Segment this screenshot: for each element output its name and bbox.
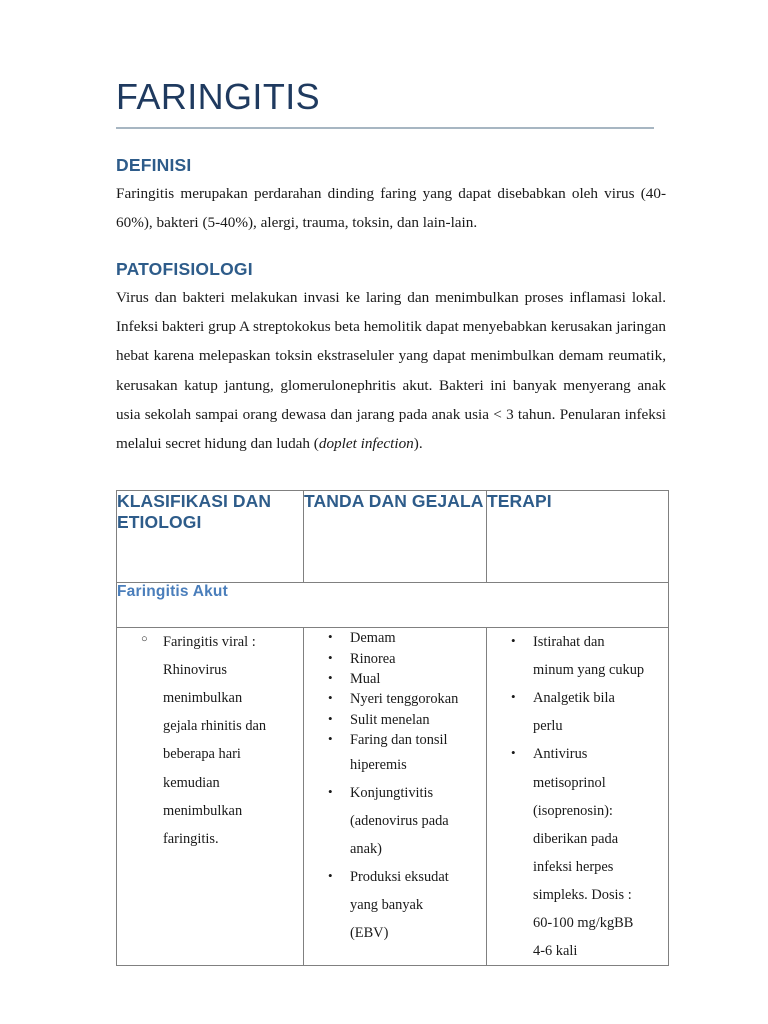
list-item-line: Mual xyxy=(350,671,381,688)
bullet-list-terapi xyxy=(487,628,668,965)
list-item-line: Sulit menelan xyxy=(350,711,430,728)
disc-bullet-icon: • xyxy=(511,745,516,761)
list-item-line: faringitis. xyxy=(163,830,219,847)
paragraph-patofisiologi xyxy=(116,283,666,458)
disc-bullet-icon: • xyxy=(328,629,333,645)
section-definisi xyxy=(116,155,666,237)
list-item-line: Antivirus xyxy=(533,746,588,763)
clinical-table-wrapper xyxy=(116,490,668,966)
table-header-label-klasifikasi: KLASIFIKASI DAN ETIOLOGI xyxy=(117,491,272,533)
list-item-line: kemudian xyxy=(163,774,220,791)
paragraph-definisi: Faringitis merupakan perdarahan dinding faring yang dapat disebabkan oleh virus (40-60%), bakteri (5-40%), alergi, trauma, toksin, dan lain-lain. xyxy=(116,184,666,231)
list-item xyxy=(487,628,668,684)
disc-bullet-icon: • xyxy=(328,710,333,726)
list-item-line: simpleks. Dosis : xyxy=(533,886,632,903)
table-header-cell-klasifikasi xyxy=(117,491,304,583)
list-item xyxy=(304,751,486,779)
list-item xyxy=(304,710,486,730)
table-subheading-row xyxy=(117,583,669,628)
list-item xyxy=(304,689,486,709)
table-cell-klasifikasi xyxy=(117,628,304,966)
disc-bullet-icon: • xyxy=(511,633,516,649)
paragraph-patofisiologi-main: Virus dan bakteri melakukan invasi ke laring dan menimbulkan proses inflamasi lokal. Infeksi bakteri grup A streptokokus beta hemolitik dapat menyebabkan kerusakan jaringan hebat karena melepaskan toksin ekstraseluler yang dapat menimbulkan demam reumatik, kerusakan katup jantung, glomerulonephritis akut. Bakteri ini banyak menyerang anak usia sekolah sampai orang dewasa dan jarang pada anak usia < 3 tahun. Penularan infeksi melalui secret hidung dan ludah ( xyxy=(116,289,666,452)
list-item xyxy=(304,779,486,863)
document-content xyxy=(116,78,666,966)
table-body-row xyxy=(117,628,669,966)
list-item-line: diberikan pada xyxy=(533,830,619,847)
list-item xyxy=(487,740,668,965)
list-item-line: Konjungtivitis xyxy=(350,784,434,801)
list-item-line: (EBV) xyxy=(350,925,389,942)
list-item-line: Analgetik bila xyxy=(533,690,615,707)
bullet-list-tanda-gejala-loose xyxy=(304,751,486,948)
list-item-line: perlu xyxy=(533,718,563,735)
title-divider xyxy=(116,127,654,129)
list-item-line: menimbulkan xyxy=(163,802,243,819)
list-item-line: yang banyak xyxy=(350,897,424,914)
list-item xyxy=(304,863,486,947)
list-item-line: gejala rhinitis dan xyxy=(163,718,267,735)
disc-bullet-icon: • xyxy=(328,690,333,706)
list-item-line: (isoprenosin): xyxy=(533,802,613,819)
table-header-row xyxy=(117,491,669,583)
section-heading-definisi: DEFINISI xyxy=(116,154,192,175)
list-item-line: Demam xyxy=(350,630,396,647)
section-heading-patofisiologi: PATOFISIOLOGI xyxy=(116,259,253,280)
table-header-cell-terapi xyxy=(487,491,669,583)
bullet-list-klasifikasi xyxy=(117,628,303,853)
list-item-line: minum yang cukup xyxy=(533,662,645,679)
list-item-line: Faringitis viral : xyxy=(163,634,256,651)
list-item-line: metisoprinol xyxy=(533,774,606,791)
paragraph-patofisiologi-tail: ). xyxy=(413,434,423,452)
list-item xyxy=(487,684,668,740)
list-item-line: hiperemis xyxy=(350,756,407,773)
list-item-line: Nyeri tenggorokan xyxy=(350,691,459,708)
list-item-line: Rinorea xyxy=(350,650,396,667)
list-item-line: 4-6 kali xyxy=(533,942,578,959)
list-item xyxy=(304,649,486,669)
disc-bullet-icon: • xyxy=(328,868,333,884)
hollow-bullet-icon: ○ xyxy=(141,633,148,646)
list-item-line: Faring dan tonsil xyxy=(350,732,448,749)
list-item-line: menimbulkan xyxy=(163,690,243,707)
clinical-table xyxy=(116,490,669,966)
table-header-cell-tanda-gejala xyxy=(304,491,487,583)
table-header-label-tanda-gejala: TANDA DAN GEJALA xyxy=(304,491,484,512)
table-header-label-terapi: TERAPI xyxy=(487,491,552,512)
list-item-line: Istirahat dan xyxy=(533,634,605,651)
list-item xyxy=(117,628,303,853)
list-item-line: Produksi eksudat xyxy=(350,869,449,886)
disc-bullet-icon: • xyxy=(328,783,333,799)
disc-bullet-icon: • xyxy=(328,731,333,747)
table-subheading-label: Faringitis Akut xyxy=(117,583,228,601)
section-patofisiologi xyxy=(116,259,666,458)
list-item xyxy=(304,628,486,648)
page-title: FARINGITIS xyxy=(116,76,321,117)
list-item-line: anak) xyxy=(350,841,382,858)
list-item xyxy=(304,669,486,689)
paragraph-patofisiologi-italic: doplet infection xyxy=(318,434,414,452)
disc-bullet-icon: • xyxy=(511,689,516,705)
list-item xyxy=(304,730,486,750)
list-item-line: beberapa hari xyxy=(163,746,241,763)
list-item-line: infeksi herpes xyxy=(533,858,614,875)
bullet-list-tanda-gejala-tight xyxy=(304,628,486,751)
disc-bullet-icon: • xyxy=(328,649,333,665)
list-item-line: 60-100 mg/kgBB xyxy=(533,914,634,931)
table-cell-tanda-gejala xyxy=(304,628,487,966)
list-item-line: (adenovirus pada xyxy=(350,813,449,829)
table-cell-terapi xyxy=(487,628,669,966)
disc-bullet-icon: • xyxy=(328,670,333,686)
table-subheading-cell xyxy=(117,583,669,628)
list-item-line: Rhinovirus xyxy=(163,662,227,679)
